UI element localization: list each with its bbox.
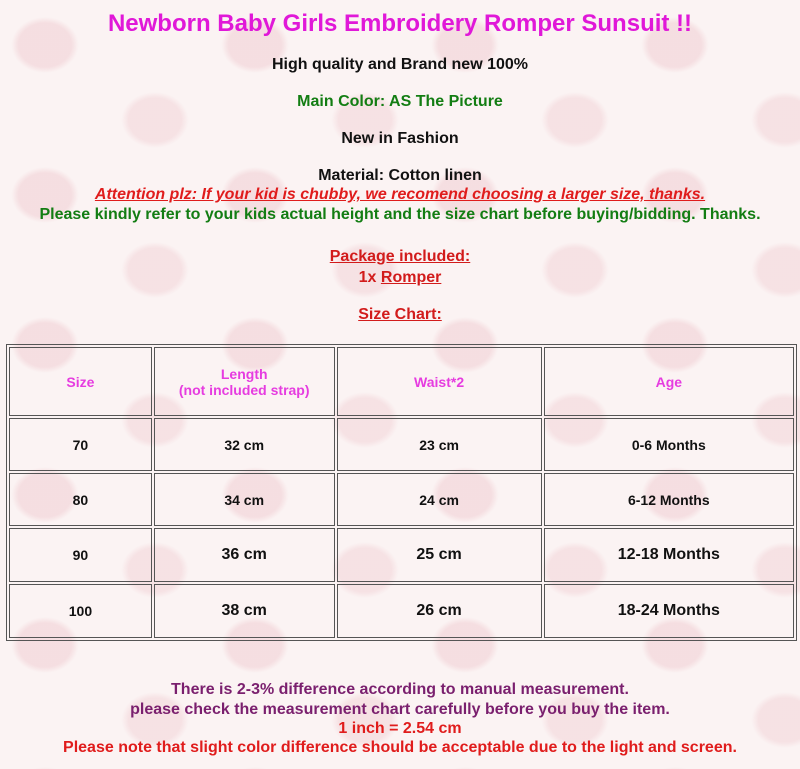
- table-row: [9, 528, 794, 582]
- page-title: Newborn Baby Girls Embroidery Romper Sunsuit !!: [107, 10, 693, 37]
- cell-size: 90: [9, 528, 152, 582]
- table-header-row: [9, 347, 794, 416]
- header-length-note: (not included strap): [178, 381, 310, 398]
- cell-length: 32 cm: [154, 418, 335, 471]
- quality-line: High quality and Brand new 100%: [271, 56, 529, 73]
- table-row: [9, 473, 794, 526]
- material-line: Material: Cotton linen: [318, 167, 482, 184]
- package-item: Romper: [380, 269, 442, 286]
- table-row: [9, 418, 794, 471]
- header-age: Age: [544, 347, 794, 416]
- difference-note: There is 2-3% difference according to manual measurement.: [171, 681, 629, 698]
- color-line: Main Color: AS The Picture: [297, 93, 503, 110]
- refer-note: Please kindly refer to your kids actual height and the size chart before buying/bidding. Thanks.: [39, 206, 761, 223]
- table-row: [9, 584, 794, 638]
- fashion-line: New in Fashion: [341, 130, 459, 147]
- package-contents: [0, 269, 800, 287]
- package-qty: 1x: [358, 269, 377, 286]
- attention-note: Attention plz: If your kid is chubby, we recomend choosing a larger size, thanks.: [94, 186, 706, 203]
- size-chart-heading: Size Chart:: [358, 306, 442, 323]
- header-length: [154, 347, 335, 416]
- cell-size: 70: [9, 418, 152, 471]
- size-chart-table: [6, 344, 797, 641]
- cell-age: 0-6 Months: [544, 418, 794, 471]
- inch-conversion: 1 inch = 2.54 cm: [338, 720, 462, 737]
- cell-waist: 24 cm: [337, 473, 542, 526]
- cell-age: 12-18 Months: [544, 528, 794, 582]
- package-heading: Package included:: [329, 248, 471, 265]
- cell-size: 100: [9, 584, 152, 638]
- header-waist: Waist*2: [337, 347, 542, 416]
- color-difference-note: Please note that slight color difference should be acceptable due to the light and screen.: [63, 739, 737, 756]
- cell-length: 34 cm: [154, 473, 335, 526]
- cell-waist: 23 cm: [337, 418, 542, 471]
- cell-age: 6-12 Months: [544, 473, 794, 526]
- cell-waist: 26 cm: [337, 584, 542, 638]
- header-length-label: Length: [220, 365, 268, 382]
- header-size: Size: [9, 347, 152, 416]
- cell-size: 80: [9, 473, 152, 526]
- cell-waist: 25 cm: [337, 528, 542, 582]
- cell-length: 38 cm: [154, 584, 335, 638]
- cell-length: 36 cm: [154, 528, 335, 582]
- check-note: please check the measurement chart carefully before you buy the item.: [130, 701, 670, 718]
- cell-age: 18-24 Months: [544, 584, 794, 638]
